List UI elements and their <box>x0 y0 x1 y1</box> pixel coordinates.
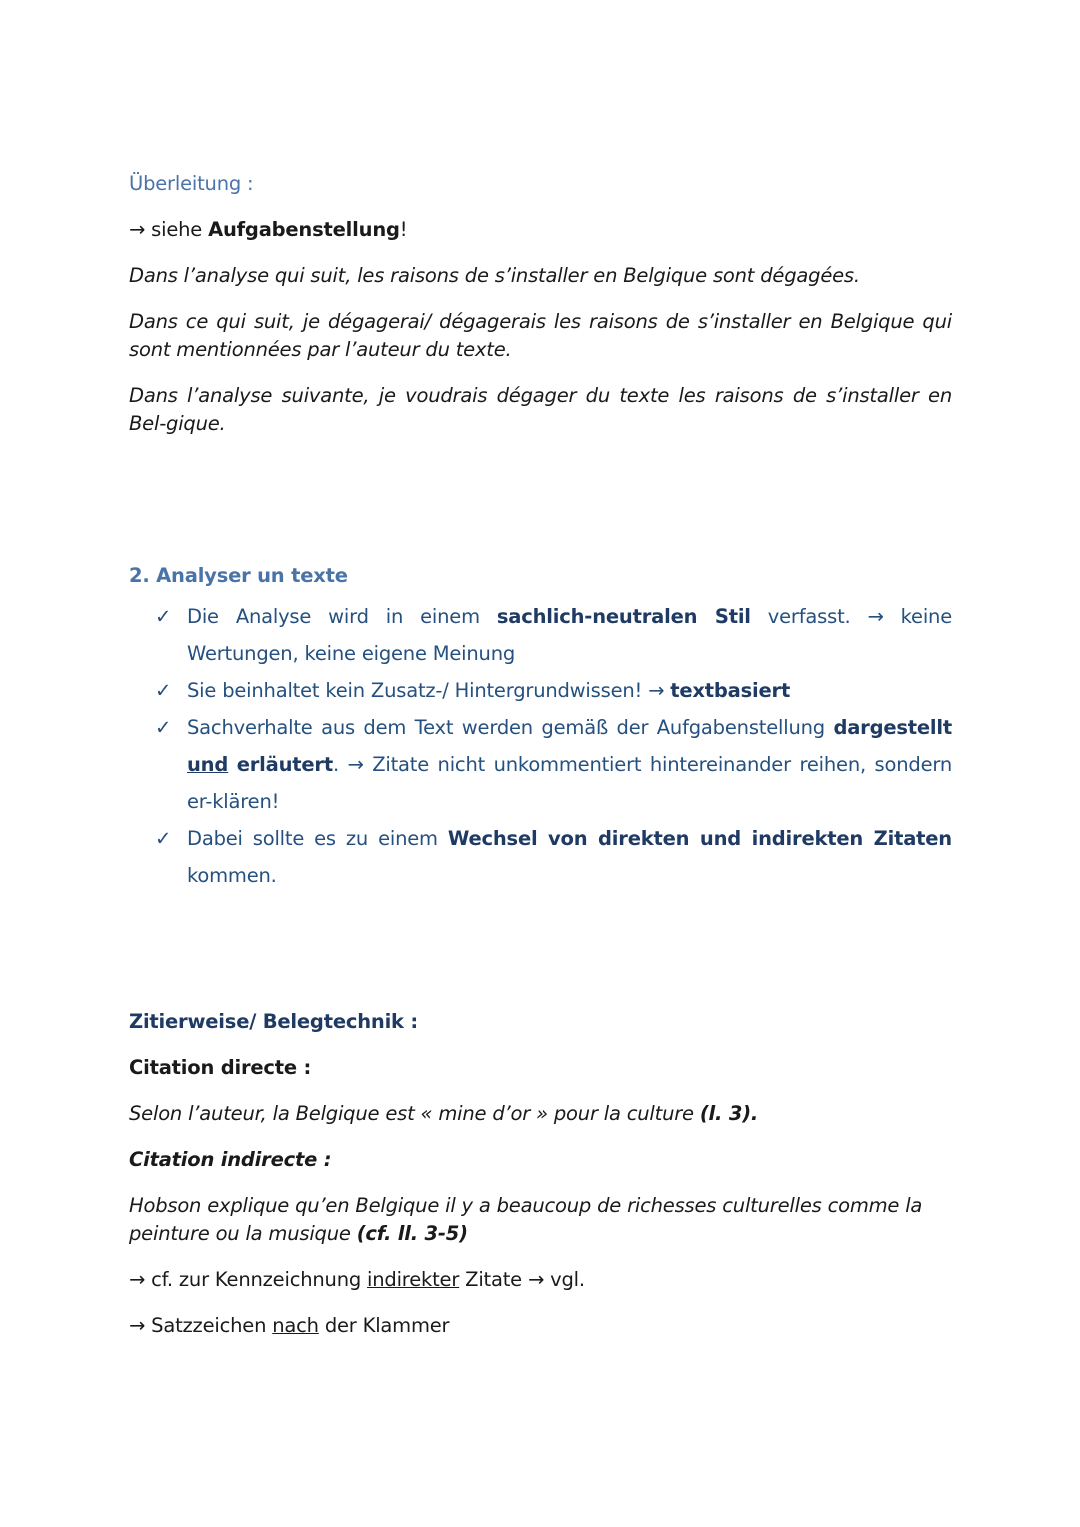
siehe-line: → siehe Aufgabenstellung! <box>129 218 408 241</box>
zitierweise-heading: Zitierweise/ Belegtechnik : <box>129 1010 419 1033</box>
check-icon: ✓ <box>155 716 172 739</box>
citation-directe-example: Selon l’auteur, la Belgique est « mine d’or » pour la culture (l. 3). <box>129 1102 759 1125</box>
list-item: ✓ Sie beinhaltet kein Zusatz-/ Hintergrundwissen! → textbasiert <box>129 672 952 709</box>
aufgabenstellung-term: Aufgabenstellung <box>208 218 400 241</box>
list-item: ✓ Dabei sollte es zu einem Wechsel von direkten und indirekten Zitaten kommen. <box>129 820 952 894</box>
citation-indirecte-heading: Citation indirecte : <box>129 1148 332 1171</box>
example-sentence-3: Dans l’analyse suivante, je voudrais dégager du texte les raisons de s’installer en Bel-gique. <box>129 384 952 435</box>
ueberleitung-heading: Überleitung : <box>129 172 254 195</box>
check-icon: ✓ <box>155 827 172 850</box>
list-item: ✓ Die Analyse wird in einem sachlich-neutralen Stil verfasst. → keine Wertungen, keine eigene Meinung <box>129 598 952 672</box>
arrow-icon: → <box>129 218 146 241</box>
example-sentence-2: Dans ce qui suit, je dégagerai/ dégagerais les raisons de s’installer en Belgique qui sont mentionnées par l’auteur du texte. <box>129 310 952 361</box>
note-satzzeichen: → Satzzeichen nach der Klammer <box>129 1314 450 1337</box>
document-content <box>129 170 952 1340</box>
example-sentence-1: Dans l’analyse qui suit, les raisons de s’installer en Belgique sont dégagées. <box>129 264 860 287</box>
list-item: ✓ Sachverhalte aus dem Text werden gemäß der Aufgabenstellung dargestellt und erläutert. → Zitate nicht unkommentiert hintereinander reihen, sondern er-klären! <box>129 709 952 820</box>
note-kennzeichnung: → cf. zur Kennzeichnung indirekter Zitate → vgl. <box>129 1268 585 1291</box>
check-icon: ✓ <box>155 679 172 702</box>
check-icon: ✓ <box>155 605 172 628</box>
citation-directe-heading: Citation directe : <box>129 1056 312 1079</box>
analyser-heading: 2. Analyser un texte <box>129 564 348 587</box>
citation-indirecte-example: Hobson explique qu’en Belgique il y a beaucoup de richesses culturelles comme la peinture ou la musique (cf. ll. 3-5) <box>129 1194 923 1245</box>
analysis-checklist <box>129 598 952 894</box>
